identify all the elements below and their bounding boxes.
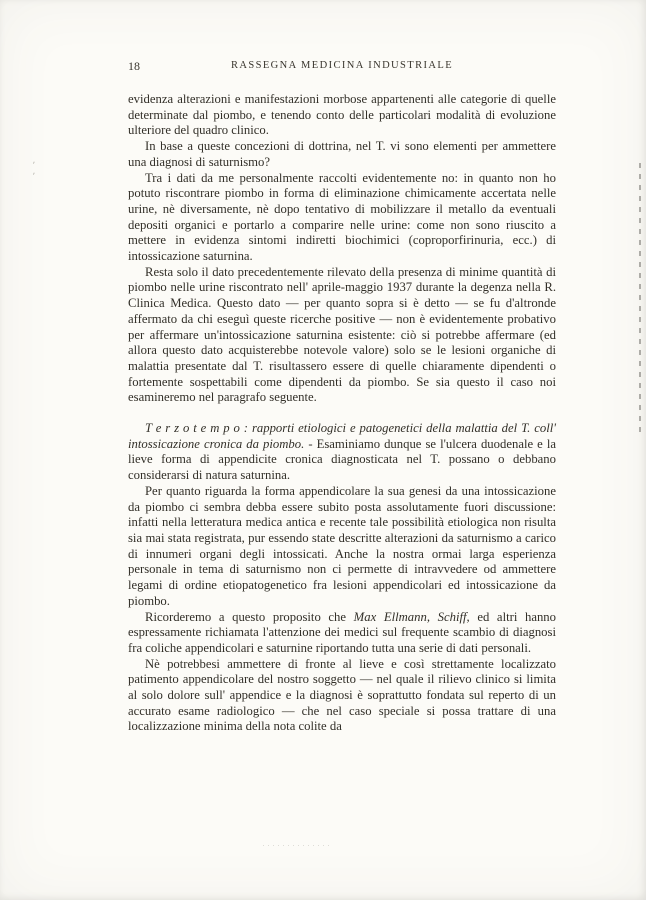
text-segment: T e r z o t e m p o :	[145, 421, 252, 436]
paragraph	[128, 92, 556, 139]
paragraph	[128, 265, 556, 406]
body-text	[128, 92, 556, 735]
text-segment: rapporti etiologici e patogenetici della malattia del T. coll' intossicazione cronica da piombo. -	[128, 421, 556, 451]
paragraph	[128, 610, 556, 657]
text-segment: Per quanto riguarda la forma appendicolare la sua genesi da una intossicazione da piombo ci sembra debba essere subito posta assolutamente fuori discussione: infatti nella letteratura medica antica e recente tale possibilità etiologica non risulta sia mai stata registrata, pur essendo state descritte alterazioni da saturnismo a carico di innumeri organi degli intossicati. Anche la nostra ormai larga esperienza personale in tema di saturnismo non ci permette di intravvedere od ammettere legami di ordine etiopatogenetico fra lesioni appendicolari ed intossicazione da piombo.	[128, 483, 556, 608]
paragraph	[128, 171, 556, 265]
text-segment: Tra i dati da me personalmente raccolti evidentemente no: in quanto non ho potuto riscontrare piombo in forma di eliminazione chimicamente accertata nelle urine, nè diversamente, nè dopo tentativo di mobilizzare il metallo da eventuali depositi organici e portarlo a comparire nelle urine: come non sono riuscito a mettere in evidenza sintomi indiretti biochimici (coproporfirinuria, ecc.) di intossicazione saturnina.	[128, 170, 556, 264]
text-segment: ed altri hanno espressamente richiamata l'attenzione dei medici sul frequente scambio di diagnosi fra coliche appendicolari e saturnine riportando tutta una serie di dati personali.	[128, 609, 556, 655]
scan-artifact-margin-marks: ʹ ʹ	[33, 160, 35, 181]
running-head: RASSEGNA MEDICINA INDUSTRIALE	[230, 60, 454, 71]
text-segment: evidenza alterazioni e manifestazioni morbose appartenenti alle categorie di quelle determinate dal piombo, e tenendo conto delle particolari modalità di evoluzione ulteriore del quadro clinico.	[128, 92, 556, 138]
paragraph	[128, 484, 556, 610]
text-segment: In base a queste concezioni di dottrina, nel T. vi sono elementi per ammettere una diagnosi di saturnismo?	[128, 139, 556, 169]
page-number: 18	[128, 59, 140, 73]
text-segment: Max Ellmann, Schiff,	[353, 609, 470, 624]
paragraph	[128, 421, 556, 484]
paragraph	[128, 139, 556, 170]
scan-artifact-bottom-dots	[263, 845, 333, 846]
text-segment: Esaminiamo dunque se l'ulcera duodenale e la lieve forma di appendicite cronica diagnosticata nel T. possano o debbano considerarsi di natura saturnina.	[128, 436, 557, 483]
paragraph	[128, 657, 556, 736]
scan-artifact-dashed-line	[639, 163, 641, 435]
text-segment: Resta solo il dato precedentemente rilevato della presenza di minime quantità di piombo nelle urine riscontrato nell' aprile-maggio 1937 durante la degenza nella R. Clinica Medica. Questo dato — per quanto sopra si è detto — se fu d'altronde affermato da chi eseguì queste ricerche positive — non è evidentemente probativo per affermare un'intossicazione saturnina esistente: ciò si potrebbe affermare (ed allora questo dato acquisterebbe notevole valore) solo se le lesioni organiche di malattia presentate dal T. risultassero essere di quelle chiaramente dipendenti o fortemente sospettabili come dipendenti da piombo. Se sia questo il caso noi esamineremo nel paragrafo seguente.	[128, 264, 556, 405]
page-header	[128, 59, 556, 75]
text-segment: Ricorderemo a questo proposito che	[145, 609, 354, 624]
text-segment: Nè potrebbesi ammettere di fronte al lieve e così strettamente localizzato patimento appendicolare del nostro soggetto — nel quale il rilievo clinico si limita al solo dolore sull' appendice e la diagnosi è soprattutto fondata sul reperto di un accurato esame radiologico — che nel caso speciale si possa trattare di una localizzazione minima della nota colite da	[128, 656, 556, 734]
